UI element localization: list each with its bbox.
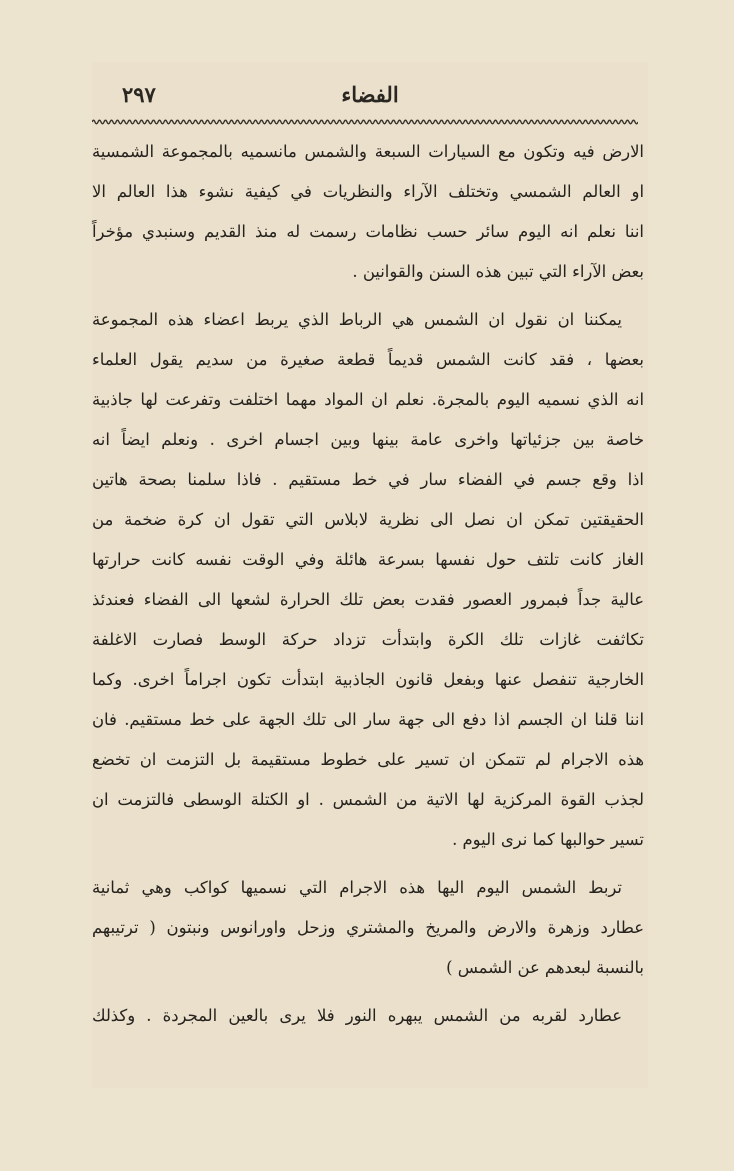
text-line: عالية جداً فبمرور العصور فقدت بعض تلك الحرارة لشعها الى الفضاء فعندئذ (92, 590, 644, 609)
wavy-header-rule (92, 118, 638, 126)
text-line: خاصة بين جزئياتها واخرى عامة بينها وبين اجسام اخرى . ونعلم ايضاً انه (92, 430, 644, 449)
text-line: عطارد وزهرة والارض والمريخ والمشتري وزحل واورانوس ونبتون ( ترتيبهم (92, 918, 644, 937)
text-line: الحقيقتين تمكن ان نصل الى نظرية لابلاس التي تقول ان كرة ضخمة من (92, 510, 644, 529)
body-text (92, 132, 644, 1036)
text-line: انه الذي نسميه اليوم بالمجرة. نعلم ان المواد مهما اختلفت وتفرعت لها جاذبية (92, 390, 644, 409)
text-line: اذا وقع جسم في الفضاء سار في خط مستقيم . فاذا سلمنا بصحة هاتين (92, 470, 644, 489)
text-line: عطارد لقربه من الشمس يبهره النور فلا يرى بالعين المجردة . وكذلك (92, 1006, 622, 1025)
text-line: اننا نعلم انه اليوم سائر حسب نظامات رسمت له منذ القديم وسنبدي مؤخراً (92, 222, 644, 241)
running-title: الفضاء (341, 82, 399, 107)
text-line: بعضها ، فقد كانت الشمس قديماً قطعة صغيرة من سديم يقول العلماء (92, 350, 644, 369)
text-line: تربط الشمس اليوم اليها هذه الاجرام التي نسميها كواكب وهي ثمانية (92, 878, 622, 897)
text-line: تكاثفت غازات تلك الكرة وابتدأت تزداد حركة الوسط فصارت الاغلفة (92, 630, 644, 649)
text-line: اننا قلنا ان الجسم اذا دفع الى جهة سار الى تلك الجهة على خط مستقيم. فان (92, 710, 644, 729)
text-line: تسير حوالبها كما نرى اليوم . (452, 830, 644, 849)
text-line: الارض فيه وتكون مع السيارات السبعة والشمس مانسميه بالمجموعة الشمسية (92, 142, 644, 161)
text-line: يمكننا ان نقول ان الشمس هي الرباط الذي يربط اعضاء هذه المجموعة (92, 310, 622, 329)
page-header (92, 82, 648, 116)
text-line: بالنسبة لبعدهم عن الشمس ) (446, 958, 644, 977)
text-line: الخارجية تنفصل عنها وبفعل قانون الجاذبية ابتدأت تكون اجراماً اخرى. وكما (92, 670, 644, 689)
text-line: بعض الآراء التي تبين هذه السنن والقوانين . (352, 262, 644, 281)
text-line: الغاز كانت تلتف حول نفسها بسرعة هائلة وفي الوقت نفسه كانت حرارتها (92, 550, 644, 569)
page-number: ٢٩٧ (122, 82, 156, 107)
text-line: او العالم الشمسي وتختلف الآراء والنظريات في كيفية نشوء هذا العالم الا (92, 182, 644, 201)
text-line: هذه الاجرام لم تتمكن ان تسير على خطوط مستقيمة بل التزمت ان تخضع (92, 750, 644, 769)
text-line: لجذب القوة المركزية لها الاتية من الشمس . او الكتلة الوسطى فالتزمت ان (92, 790, 644, 809)
